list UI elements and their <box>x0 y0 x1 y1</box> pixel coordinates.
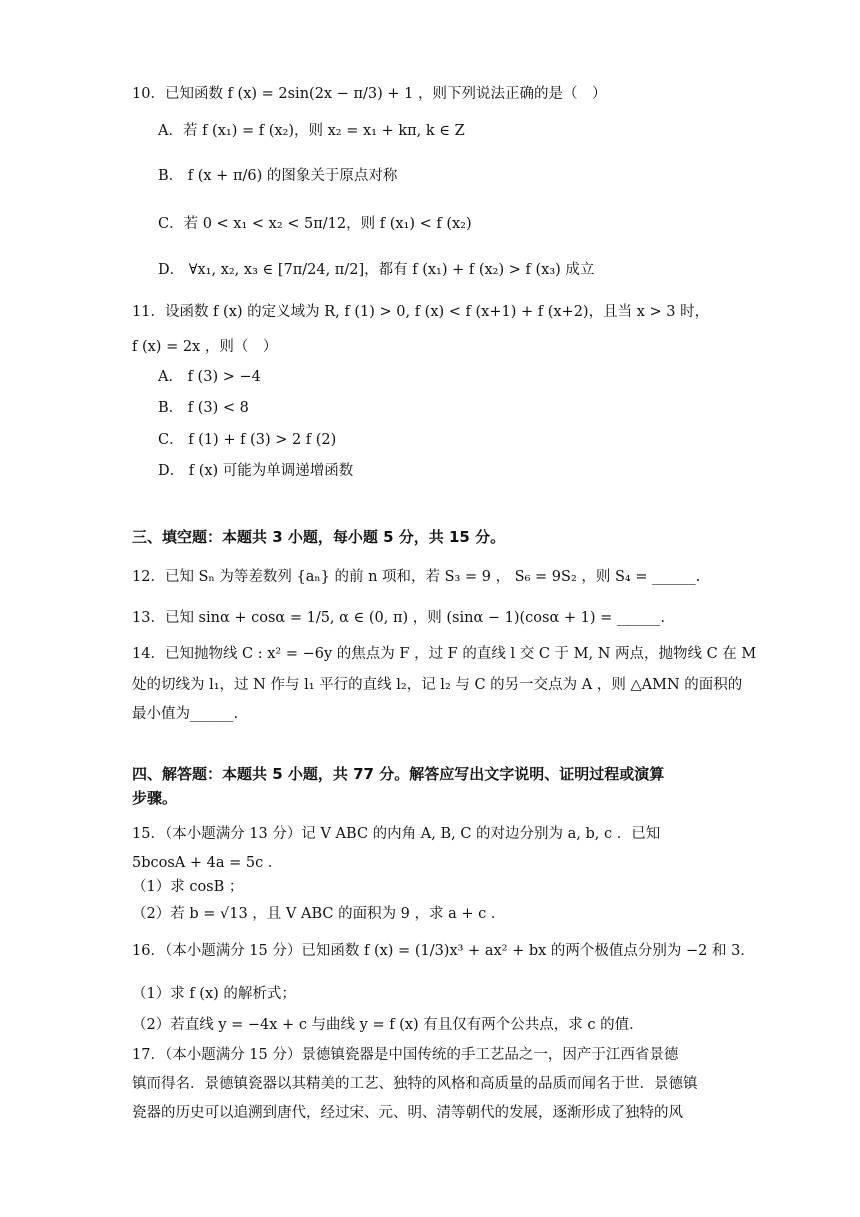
q16-part2: （2）若直线 y = −4x + c 与曲线 y = f (x) 有且仅有两个公共点，求 c 的值． <box>132 1017 644 1033</box>
q17-line3: 瓷器的历史可以追溯到唐代，经过宋、元、明、清等朝代的发展，逐渐形成了独特的风 <box>132 1105 683 1121</box>
q13: 13．已知 sinα + cosα = 1/5, α ∈ (0, π) ，则 (sinα − 1)(cosα + 1) = ______. <box>132 610 665 626</box>
q14-line1: 14．已知抛物线 C : x² = −6y 的焦点为 F ，过 F 的直线 l 交 C 于 M, N 两点，抛物线 C 在 M <box>132 646 757 662</box>
section3-title: 三、填空题：本题共 3 小题，每小题 5 分，共 15 分。 <box>132 528 506 546</box>
q17-line2: 镇而得名．景德镇瓷器以其精美的工艺、独特的风格和高质量的品质而闻名于世．景德镇 <box>132 1076 698 1092</box>
q14-line3: 最小值为______. <box>132 706 239 722</box>
q10-option-c: C．若 0 < x₁ < x₂ < 5π/12，则 f (x₁) < f (x₂) <box>158 216 472 232</box>
q15-line2: 5bcosA + 4a = 5c ． <box>132 855 283 871</box>
section4-title-line1: 四、解答题：本题共 5 小题，共 77 分。解答应写出文字说明、证明过程或演算 <box>132 765 665 783</box>
q10-stem: 10．已知函数 f (x) = 2sin(2x − π/3) + 1 ，则下列说法正确的是（ ） <box>132 86 607 102</box>
q11-option-b: B． f (3) < 8 <box>158 400 249 416</box>
q16-part1: （1）求 f (x) 的解析式； <box>132 986 296 1002</box>
q14-line2: 处的切线为 l₁，过 N 作与 l₁ 平行的直线 l₂，记 l₂ 与 C 的另一交点为 A ，则 △AMN 的面积的 <box>132 677 743 693</box>
q11-option-a: A． f (3) > −4 <box>158 369 261 385</box>
q17-line1: 17．（本小题满分 15 分）景德镇瓷器是中国传统的手工艺品之一，因产于江西省景德 <box>132 1047 679 1063</box>
q10-option-a: A．若 f (x₁) = f (x₂)，则 x₂ = x₁ + kπ, k ∈ Z <box>158 123 465 139</box>
q11-stem-line2: f (x) = 2x ，则（ ） <box>132 339 278 355</box>
q12: 12．已知 Sₙ 为等差数列 {aₙ} 的前 n 项和，若 S₃ = 9 ， S₆ = 9S₂ ，则 S₄ = ______. <box>132 569 701 585</box>
section4-title-line2: 步骤。 <box>132 789 178 807</box>
q16-line1: 16．（本小题满分 15 分）已知函数 f (x) = (1/3)x³ + ax² + bx 的两个极值点分别为 −2 和 3． <box>132 943 755 959</box>
q10-option-b: B． f (x + π/6) 的图象关于原点对称 <box>158 168 398 184</box>
q11-stem-line1: 11．设函数 f (x) 的定义域为 R, f (1) > 0, f (x) < f (x+1) + f (x+2)，且当 x > 3 时， <box>132 304 710 320</box>
q10-option-d: D． ∀x₁, x₂, x₃ ∈ [7π/24, π/2]，都有 f (x₁) + f (x₂) > f (x₃) 成立 <box>158 262 595 278</box>
q11-option-c: C． f (1) + f (3) > 2 f (2) <box>158 432 337 448</box>
q11-option-d: D． f (x) 可能为单调递增函数 <box>158 463 354 479</box>
q15-part2: （2）若 b = √13 ，且 V ABC 的面积为 9 ，求 a + c ． <box>132 906 506 922</box>
q15-part1: （1）求 cosB ； <box>132 879 244 895</box>
q15-line1: 15．（本小题满分 13 分）记 V ABC 的内角 A, B, C 的对边分别为 a, b, c ．已知 <box>132 826 661 842</box>
